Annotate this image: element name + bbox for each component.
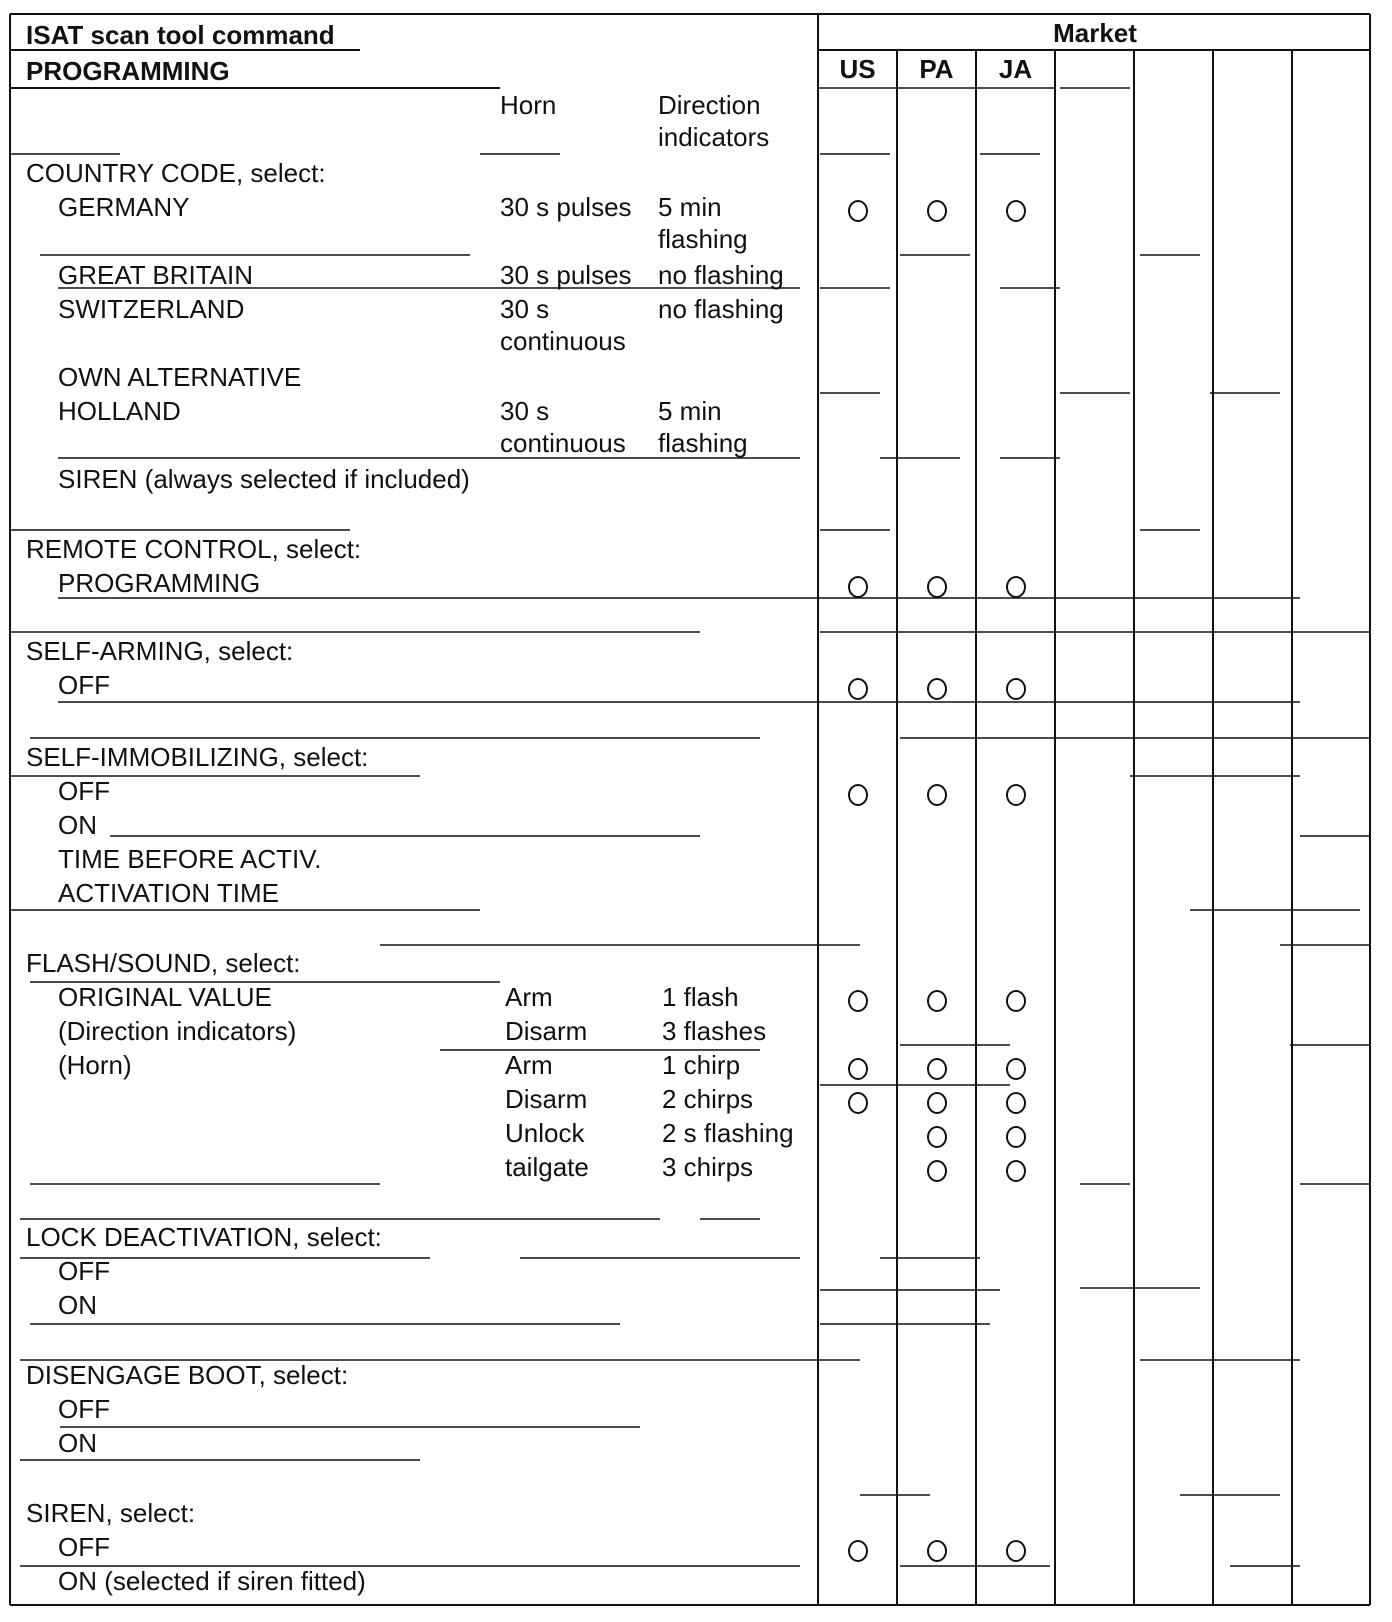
direction-column-header-line1: Direction bbox=[658, 90, 761, 120]
self-immobilizing-off: OFF bbox=[58, 776, 110, 806]
country-germany: GERMANY bbox=[58, 192, 190, 222]
flash-row-3-signal: 1 chirp bbox=[662, 1050, 741, 1080]
holland-direction-line1: 5 min bbox=[658, 396, 722, 426]
country-switzerland: SWITZERLAND bbox=[58, 294, 245, 324]
circle-icon bbox=[848, 1058, 868, 1080]
great-britain-direction: no flashing bbox=[658, 260, 784, 290]
flash-row-6-action: tailgate bbox=[505, 1152, 589, 1182]
germany-direction-line1: 5 min bbox=[658, 192, 722, 222]
circle-icon bbox=[1006, 1126, 1026, 1148]
circle-icon bbox=[927, 1540, 947, 1562]
circle-icon bbox=[1006, 1092, 1026, 1114]
holland-horn-line2: continuous bbox=[500, 428, 626, 458]
remote-control-heading: REMOTE CONTROL, select: bbox=[26, 534, 362, 564]
table-title: ISAT scan tool command bbox=[26, 20, 335, 50]
circle-icon bbox=[1006, 576, 1026, 598]
flash-row-2-signal: 3 flashes bbox=[662, 1016, 767, 1046]
self-immobilizing-time-before: TIME BEFORE ACTIV. bbox=[58, 844, 322, 874]
switzerland-horn-line1: 30 s bbox=[500, 294, 550, 324]
circle-icon bbox=[1006, 990, 1026, 1012]
flash-row-2-action: Disarm bbox=[505, 1016, 588, 1046]
circle-icon bbox=[927, 678, 947, 700]
flash-direction-indicators: (Direction indicators) bbox=[58, 1016, 297, 1046]
circle-icon bbox=[927, 1058, 947, 1080]
market-us-header: US bbox=[839, 54, 876, 84]
direction-column-header-line2: indicators bbox=[658, 122, 770, 152]
germany-direction-line2: flashing bbox=[658, 224, 748, 254]
disengage-boot-on: ON bbox=[58, 1428, 97, 1458]
market-header: Market bbox=[1053, 18, 1137, 48]
self-immobilizing-activation-time: ACTIVATION TIME bbox=[58, 878, 280, 908]
circle-icon bbox=[848, 200, 868, 222]
disengage-boot-off: OFF bbox=[58, 1394, 110, 1424]
horn-column-header: Horn bbox=[500, 90, 557, 120]
circle-icon bbox=[1006, 1540, 1026, 1562]
table-subtitle: PROGRAMMING bbox=[26, 56, 230, 86]
disengage-boot-heading: DISENGAGE BOOT, select: bbox=[26, 1360, 349, 1390]
lock-deactivation-heading: LOCK DEACTIVATION, select: bbox=[26, 1222, 382, 1252]
self-arming-off: OFF bbox=[58, 670, 110, 700]
remote-programming: PROGRAMMING bbox=[58, 568, 261, 598]
country-holland: HOLLAND bbox=[58, 396, 181, 426]
flash-row-5-action: Unlock bbox=[505, 1118, 585, 1148]
holland-direction-line2: flashing bbox=[658, 428, 748, 458]
country-siren-note: SIREN (always selected if included) bbox=[58, 464, 470, 494]
market-pa-header: PA bbox=[919, 54, 954, 84]
country-own-alternative: OWN ALTERNATIVE bbox=[58, 362, 302, 392]
circle-icon bbox=[927, 1160, 947, 1182]
great-britain-horn: 30 s pulses bbox=[500, 260, 632, 290]
flash-row-1-action: Arm bbox=[505, 982, 553, 1012]
circle-icon bbox=[848, 1540, 868, 1562]
switzerland-direction: no flashing bbox=[658, 294, 784, 324]
circle-icon bbox=[848, 678, 868, 700]
circle-icon bbox=[1006, 678, 1026, 700]
switzerland-horn-line2: continuous bbox=[500, 326, 626, 356]
lock-deactivation-off: OFF bbox=[58, 1256, 110, 1286]
circle-icon bbox=[848, 576, 868, 598]
country-code-heading: COUNTRY CODE, select: bbox=[26, 158, 326, 188]
circle-icon bbox=[927, 990, 947, 1012]
flash-row-4-signal: 2 chirps bbox=[662, 1084, 754, 1114]
self-immobilizing-heading: SELF-IMMOBILIZING, select: bbox=[26, 742, 369, 772]
germany-horn: 30 s pulses bbox=[500, 192, 632, 222]
siren-on: ON (selected if siren fitted) bbox=[58, 1566, 366, 1596]
circle-icon bbox=[848, 1092, 868, 1114]
flash-row-1-signal: 1 flash bbox=[662, 982, 739, 1012]
circle-icon bbox=[927, 1092, 947, 1114]
circle-icon bbox=[927, 1126, 947, 1148]
siren-off: OFF bbox=[58, 1532, 110, 1562]
circle-icon bbox=[927, 576, 947, 598]
circle-icon bbox=[1006, 200, 1026, 222]
siren-heading: SIREN, select: bbox=[26, 1498, 196, 1528]
flash-sound-heading: FLASH/SOUND, select: bbox=[26, 948, 301, 978]
circle-icon bbox=[1006, 1058, 1026, 1080]
self-arming-heading: SELF-ARMING, select: bbox=[26, 636, 294, 666]
flash-row-6-signal: 3 chirps bbox=[662, 1152, 754, 1182]
flash-horn: (Horn) bbox=[58, 1050, 132, 1080]
flash-original-value: ORIGINAL VALUE bbox=[58, 982, 272, 1012]
circle-icon bbox=[927, 200, 947, 222]
lock-deactivation-on: ON bbox=[58, 1290, 97, 1320]
flash-row-3-action: Arm bbox=[505, 1050, 553, 1080]
country-great-britain: GREAT BRITAIN bbox=[58, 260, 254, 290]
circle-icon bbox=[927, 784, 947, 806]
flash-row-5-signal: 2 s flashing bbox=[662, 1118, 794, 1148]
circle-icon bbox=[1006, 784, 1026, 806]
circle-icon bbox=[848, 784, 868, 806]
circle-icon bbox=[848, 990, 868, 1012]
self-immobilizing-on: ON bbox=[58, 810, 97, 840]
flash-row-4-action: Disarm bbox=[505, 1084, 588, 1114]
market-ja-header: JA bbox=[998, 54, 1033, 84]
holland-horn-line1: 30 s bbox=[500, 396, 550, 426]
circle-icon bbox=[1006, 1160, 1026, 1182]
